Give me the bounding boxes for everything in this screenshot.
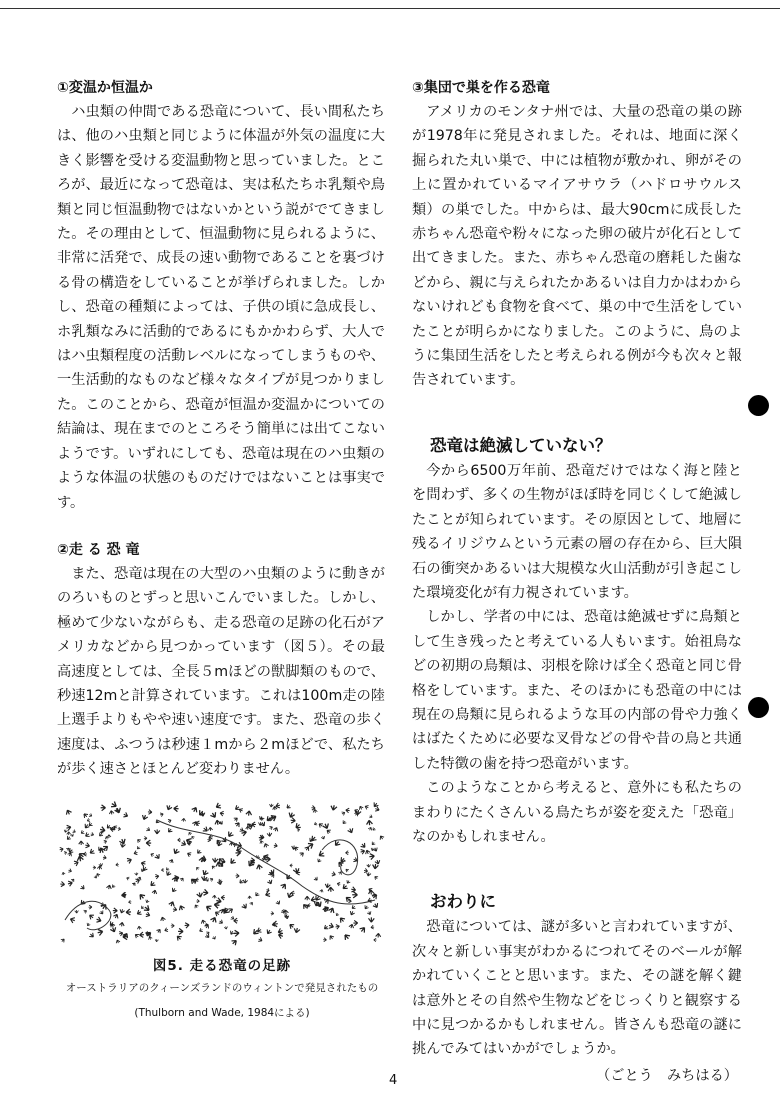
- footprint-mark: [338, 916, 345, 923]
- footprint-mark: [273, 921, 278, 927]
- footprint-mark: [323, 925, 329, 931]
- figure-caption: 図5. 走る恐竜の足跡: [152, 958, 292, 974]
- footprint-mark: [102, 844, 109, 851]
- footprint-mark: [105, 836, 109, 840]
- author-signature: （ごとう みちはる）: [596, 1067, 738, 1084]
- footprint-mark: [234, 930, 240, 937]
- footprint-mark: [115, 863, 119, 867]
- footprint-mark: [326, 828, 332, 834]
- footprint-mark: [97, 928, 104, 935]
- footprint-mark: [161, 868, 164, 872]
- footprint-mark: [180, 840, 186, 847]
- footprint-mark: [61, 872, 65, 876]
- footprint-mark: [152, 890, 158, 895]
- footprint-mark: [89, 848, 96, 855]
- footprint-mark: [322, 823, 330, 830]
- footprint-mark: [180, 877, 185, 882]
- footprint-mark: [288, 923, 295, 930]
- footprint-mark: [95, 873, 100, 878]
- footprint-mark: [96, 917, 102, 924]
- footprint-mark: [148, 809, 152, 814]
- footprint-mark: [99, 910, 104, 915]
- section-title-running-dinosaur: ②走 る 恐 竜: [57, 541, 140, 558]
- footprint-mark: [273, 827, 279, 832]
- footprint-mark: [175, 934, 182, 941]
- footprint-mark: [229, 930, 235, 935]
- footprint-mark: [372, 902, 379, 909]
- footprint-mark: [169, 859, 174, 864]
- footprint-mark: [290, 817, 295, 823]
- footprint-mark: [269, 825, 274, 830]
- footprint-mark: [359, 926, 367, 934]
- footprint-mark: [184, 922, 189, 928]
- conclusion-paragraph: 恐竜については、謎が多いと言われていますが、次々と新しい事実がわかるにつれてそのベールが解かれていくことと思います。また、その謎を解く鍵は意外とその自然や生物などをじっくりと観察する中に見つかるかもしれません。皆さんも恐竜の謎に挑んでみてはいかがでしょうか。: [412, 919, 742, 1058]
- footprint-mark: [174, 806, 179, 812]
- footprint-mark: [103, 839, 107, 844]
- footprint-mark: [265, 891, 271, 898]
- footprint-mark: [63, 851, 67, 855]
- footprint-mark: [371, 925, 375, 929]
- footprint-mark: [155, 939, 159, 942]
- footprint-mark: [115, 939, 120, 944]
- footprint-mark: [139, 932, 144, 938]
- footprint-mark: [209, 877, 213, 882]
- footprint-mark: [305, 896, 310, 900]
- footprint-mark: [235, 874, 239, 879]
- footprint-mark: [146, 827, 151, 832]
- footprint-mark: [106, 885, 112, 890]
- footprint-mark: [69, 916, 75, 923]
- footprint-mark: [231, 938, 238, 945]
- footprint-mark: [84, 832, 90, 838]
- section-body-nesting: アメリカのモンタナ州では、大量の恐竜の巣の跡が1978年に発見されました。それは、地面に深く掘られた丸い巣で、中には植物が敷かれ、卵がその上に置かれているマイアサウラ（ハドロサウルス類）の巣でした。中からは、最大90cmに成長した赤ちゃん恐竜や粉々になった卵の破片が化石として出てきました。また、赤ちゃん恐竜の磨耗した歯などから、親に与えられたかあるいは自力かはわからないけれども食物を食べて、巣の中で生活をしていたことが明らかになりました。このように、鳥のように集団生活をしたと考えられる例が今も次々と報告されています。: [412, 104, 742, 389]
- footprint-mark: [280, 882, 288, 889]
- footprint-mark: [224, 926, 228, 929]
- footprint-mark: [239, 827, 244, 832]
- binder-hole-top: [748, 395, 769, 416]
- footprint-mark: [88, 813, 92, 817]
- footprint-mark: [141, 814, 148, 820]
- footprint-mark: [352, 892, 357, 898]
- footprint-mark: [171, 887, 177, 893]
- footprint-mark: [351, 905, 356, 910]
- footprint-mark: [256, 864, 263, 870]
- footprint-mark: [134, 933, 140, 939]
- footprint-mark: [341, 811, 346, 816]
- footprint-mark: [335, 912, 339, 916]
- footprint-mark: [88, 913, 95, 920]
- footprint-mark: [196, 899, 199, 903]
- footprint-mark: [210, 811, 218, 819]
- footprint-mark: [188, 831, 193, 835]
- footprint-mark: [191, 806, 198, 813]
- footprint-mark: [178, 928, 183, 934]
- footprint-mark: [108, 921, 115, 927]
- footprint-mark: [136, 846, 141, 851]
- footprint-mark: [330, 805, 337, 811]
- footprint-mark: [111, 884, 116, 889]
- footprint-mark: [145, 912, 151, 918]
- footprint-mark: [221, 895, 225, 900]
- footprint-mark: [80, 885, 86, 891]
- footprint-mark: [205, 933, 211, 939]
- footprint-mark: [86, 922, 91, 926]
- footprint-mark: [196, 892, 203, 898]
- footprint-mark: [172, 848, 180, 855]
- footprint-mark: [323, 938, 327, 942]
- footprint-mark: [137, 926, 142, 930]
- section-body-warm-cold: ハ虫類の仲間である恐竜について、長い間私たちは、他のハ虫類と同じように体温が外気の温度に大きく影響を受ける変温動物と思っていました。ところが、最近になって恐竜は、実は私たちホ乳類や鳥類と同じ恒温動物ではないかという説がでてきました。その理由として、恒温動物に見られるように、非常に活発で、成長の速い動物であることを裏づける骨の構造をしていることが挙げられました。しかし、恐竜の種類によっては、子供の頃に急成長し、ホ乳類なみに活動的であるにもかかわらず、大人ではハ虫類程度の活動レベルになってしまうものや、一生活動的なものなど様々なタイプが見つかりました。このことから、恐竜が恒温か変温かについての結論は、現在までのところそう簡単には出てこないようです。いずれにしても、恐竜は現在のハ虫類のような体温の状態のものだけではないことは事実です。: [57, 104, 385, 511]
- footprint-mark: [119, 922, 124, 927]
- footprint-mark: [318, 822, 324, 828]
- footprint-mark: [138, 893, 146, 901]
- footprint-mark: [200, 919, 206, 924]
- footprint-mark: [119, 909, 125, 914]
- footprint-mark: [346, 880, 351, 885]
- footprint-mark: [197, 809, 205, 817]
- footprint-mark: [186, 851, 191, 857]
- footprint-mark: [263, 843, 269, 848]
- footprint-mark: [64, 829, 68, 833]
- page-number: 4: [389, 1073, 398, 1088]
- footprint-mark: [141, 860, 147, 866]
- footprint-mark: [318, 850, 326, 858]
- footprint-mark: [349, 924, 355, 929]
- footprint-mark: [363, 868, 368, 873]
- footprint-mark: [331, 871, 336, 876]
- footprint-mark: [128, 900, 132, 904]
- footprint-mark: [286, 804, 292, 810]
- footprint-mark: [110, 926, 117, 933]
- footprint-mark: [258, 937, 263, 943]
- footprint-mark: [82, 812, 88, 818]
- footprint-mark: [72, 829, 76, 833]
- footprint-mark: [363, 905, 369, 910]
- binder-hole-bottom: [748, 697, 769, 718]
- footprint-mark: [79, 841, 84, 845]
- footprint-mark: [165, 870, 171, 876]
- footprint-mark: [93, 866, 96, 870]
- left-column: [57, 76, 385, 782]
- footprint-mark: [347, 827, 354, 834]
- footprint-mark: [145, 899, 150, 903]
- footprint-mark: [214, 902, 220, 909]
- footprint-mark: [211, 865, 216, 870]
- footprint-mark: [267, 879, 273, 885]
- footprint-mark: [66, 835, 72, 841]
- not-extinct-paragraph-2: しかし、学者の中には、恐竜は絶滅せずに鳥類として生き残ったと考えている人もいます。始祖鳥などの初期の鳥類は、羽根を除けば全く恐竜と同じ骨格をしています。また、そのほかにも恐竜の中には現在の鳥類に見られるような耳の内部の骨や力強くはばたくために必要な叉骨などの骨や昔の鳥と共通した特徴の歯を持つ恐竜がいます。: [412, 609, 742, 772]
- footprint-mark: [364, 804, 369, 809]
- footprint-mark: [360, 842, 367, 849]
- footprint-mark: [132, 882, 137, 887]
- footprint-mark: [249, 901, 254, 905]
- footprint-mark: [267, 832, 272, 836]
- section-body-running-dinosaur: また、恐竜は現在の大型のハ虫類のように動きがのろいものとずっと思いこんでいました。しかし、極めて少ないながらも、走る恐竜の足跡の化石がアメリカなどから見つかっています（図５）。その最高速度としては、全長５mほどの獣脚類のもので、秒速12mと計算されています。これは100m走の陸上選手よりもやや速い速度です。また、恐竜の歩く速度は、ふつうは秒速１mから２mほどで、私たちが歩く速さとほとんど変わりません。: [57, 565, 385, 778]
- not-extinct-paragraph-1: 今から6500万年前、恐竜だけではなく海と陸とを問わず、多くの生物がほぼ時を同じくして絶滅したことが知られています。その原因として、地層に残るイリジウムという元素の層の存在から、巨大隕石の衝突かあるいは大規模な火山活動が引き起こした環境変化が有力視されています。: [412, 462, 742, 601]
- footprint-mark: [194, 904, 199, 909]
- footprint-mark: [181, 818, 185, 822]
- not-extinct-paragraph-3: このようなことから考えると、意外にも私たちのまわりにたくさんいる鳥たちが姿を変えた「恐竜」なのかもしれません。: [412, 780, 742, 845]
- footprint-mark: [379, 835, 385, 841]
- footprint-mark: [270, 911, 274, 915]
- footprint-mark: [68, 868, 73, 873]
- footprint-mark: [85, 842, 91, 848]
- footprint-mark: [366, 820, 372, 826]
- footprint-mark: [205, 904, 212, 912]
- footprint-mark: [290, 864, 293, 868]
- footprint-mark: [368, 917, 374, 922]
- footprint-trackway-illustration: [57, 800, 387, 948]
- footprint-mark: [226, 831, 234, 838]
- footprint-mark: [202, 826, 209, 833]
- footprint-mark: [345, 851, 348, 855]
- footprint-mark: [126, 909, 132, 915]
- footprint-mark: [88, 905, 92, 909]
- footprint-mark: [246, 810, 252, 816]
- footprint-mark: [94, 875, 98, 879]
- footprint-mark: [160, 917, 166, 922]
- figure-5: [57, 800, 387, 1020]
- footprint-mark: [314, 822, 318, 826]
- footprint-mark: [156, 928, 162, 934]
- footprint-mark: [195, 866, 199, 870]
- footprint-mark: [371, 841, 376, 846]
- footprint-mark: [229, 858, 237, 866]
- footprint-mark: [113, 913, 119, 919]
- footprint-mark: [374, 938, 377, 942]
- footprint-mark: [345, 868, 350, 873]
- footprint-mark: [201, 869, 209, 876]
- footprint-mark: [149, 881, 156, 888]
- footprint-mark: [310, 896, 316, 903]
- footprint-mark: [210, 916, 218, 923]
- footprint-mark: [372, 864, 378, 870]
- footprint-mark: [150, 852, 155, 857]
- footprint-mark: [89, 932, 95, 938]
- footprint-mark: [353, 920, 357, 925]
- footprint-mark: [218, 919, 224, 925]
- footprint-mark: [220, 811, 225, 816]
- footprint-mark: [376, 933, 381, 938]
- heading-not-extinct: 恐竜は絶滅していない？: [430, 435, 612, 455]
- footprint-mark: [75, 910, 79, 913]
- footprint-mark: [126, 857, 132, 864]
- footprint-mark: [241, 829, 247, 836]
- footprint-mark: [254, 892, 260, 898]
- footprint-mark: [374, 806, 380, 812]
- footprint-mark: [177, 838, 180, 842]
- footprint-mark: [308, 837, 314, 843]
- footprint-mark: [233, 816, 239, 822]
- footprint-mark: [238, 807, 243, 813]
- footprint-mark: [369, 853, 375, 860]
- footprint-mark: [214, 820, 220, 826]
- footprint-mark: [369, 814, 373, 819]
- footprint-mark: [165, 867, 169, 871]
- footprint-mark: [167, 818, 172, 823]
- footprint-mark: [154, 853, 161, 860]
- footprint-mark: [321, 835, 326, 839]
- footprint-mark: [117, 827, 121, 831]
- footprint-mark: [328, 923, 334, 930]
- footprint-mark: [166, 804, 173, 810]
- footprint-mark: [154, 829, 160, 834]
- footprint-mark: [126, 876, 130, 880]
- footprint-mark: [143, 905, 151, 913]
- footprint-mark: [167, 827, 173, 833]
- footprint-mark: [168, 901, 175, 907]
- footprint-mark: [83, 823, 90, 829]
- footprint-mark: [171, 924, 175, 928]
- footprint-mark: [212, 858, 218, 863]
- footprint-mark: [201, 876, 207, 881]
- footprint-mark: [234, 918, 238, 923]
- footprint-mark: [110, 801, 118, 809]
- footprint-mark: [203, 889, 209, 896]
- footprint-mark: [343, 933, 351, 941]
- footprint-mark: [67, 832, 71, 835]
- footprint-mark: [299, 851, 305, 857]
- footprint-mark: [60, 881, 65, 887]
- footprint-mark: [164, 927, 169, 932]
- footprint-mark: [358, 805, 363, 810]
- footprint-mark: [217, 880, 223, 885]
- section-title-warm-cold: ①変温か恒温か: [57, 80, 153, 96]
- footprint-mark: [367, 864, 371, 867]
- footprint-mark: [349, 910, 355, 916]
- footprint-mark: [159, 812, 163, 817]
- footprint-mark: [341, 884, 348, 891]
- footprint-mark: [136, 838, 141, 843]
- footprint-mark: [373, 875, 378, 880]
- footprint-mark: [328, 934, 334, 940]
- trackway-outline-curve: [322, 840, 358, 875]
- heading-conclusion: おわりに: [430, 892, 496, 912]
- footprint-mark: [366, 872, 371, 877]
- footprint-mark: [234, 821, 241, 828]
- section-title-nesting: ③集団で巣を作る恐竜: [412, 80, 550, 96]
- footprint-mark: [140, 905, 144, 909]
- footprint-mark: [325, 883, 331, 888]
- footprint-mark: [83, 909, 88, 914]
- footprint-mark: [241, 903, 248, 910]
- footprint-mark: [172, 907, 177, 913]
- footprint-mark: [155, 874, 160, 879]
- footprint-mark: [148, 936, 153, 940]
- footprint-mark: [59, 847, 64, 852]
- footprint-mark: [297, 828, 301, 832]
- figure-citation: (Thulborn and Wade, 1984による): [134, 1007, 310, 1019]
- footprint-mark: [60, 938, 65, 943]
- footprint-mark: [316, 858, 321, 863]
- footprint-mark: [367, 911, 372, 916]
- figure-subcaption: オーストラリアのクィーンズランドのウィントンで発見されたもの: [65, 982, 379, 994]
- footprint-mark: [368, 826, 373, 831]
- footprint-mark: [212, 895, 216, 899]
- footprint-mark: [90, 832, 94, 837]
- footprint-mark: [328, 887, 334, 892]
- footprint-mark: [80, 830, 85, 835]
- right-column: [412, 76, 742, 1088]
- footprint-mark: [136, 910, 142, 917]
- footprint-mark: [337, 882, 341, 886]
- footprint-mark: [335, 924, 340, 929]
- footprint-mark: [238, 879, 244, 885]
- footprint-mark: [135, 872, 139, 875]
- footprint-mark: [265, 929, 272, 935]
- footprint-mark: [66, 824, 72, 830]
- footprint-mark: [360, 848, 365, 854]
- footprint-mark: [73, 860, 79, 867]
- footprint-mark: [199, 928, 204, 933]
- footprint-mark: [372, 827, 376, 831]
- footprint-mark: [144, 836, 147, 840]
- footprint-mark: [248, 896, 252, 899]
- footprint-mark: [123, 812, 129, 819]
- footprint-mark: [109, 810, 114, 815]
- footprint-mark: [113, 908, 118, 914]
- footprint-mark: [178, 905, 185, 912]
- footprint-mark: [328, 907, 336, 914]
- footprint-mark: [288, 812, 295, 819]
- footprint-mark: [320, 889, 324, 893]
- footprint-mark: [273, 843, 278, 848]
- footprint-mark: [65, 809, 72, 816]
- footprint-mark: [215, 802, 222, 809]
- footprint-mark: [342, 820, 347, 825]
- footprint-mark: [212, 936, 217, 941]
- footprint-mark: [364, 849, 370, 855]
- footprint-mark: [86, 818, 90, 822]
- footprint-mark: [269, 804, 273, 808]
- footprint-mark: [101, 805, 106, 811]
- footprint-mark: [102, 855, 106, 860]
- footprint-mark: [133, 850, 138, 855]
- footprint-mark: [345, 808, 349, 813]
- footprint-mark: [118, 931, 123, 937]
- footprint-mark: [146, 840, 151, 846]
- footprint-mark: [208, 827, 213, 831]
- footprint-mark: [275, 900, 281, 905]
- top-border-line: [0, 8, 780, 9]
- footprint-mark: [371, 847, 375, 851]
- footprint-mark: [313, 876, 318, 881]
- footprint-mark: [293, 927, 300, 933]
- footprint-mark: [196, 849, 202, 855]
